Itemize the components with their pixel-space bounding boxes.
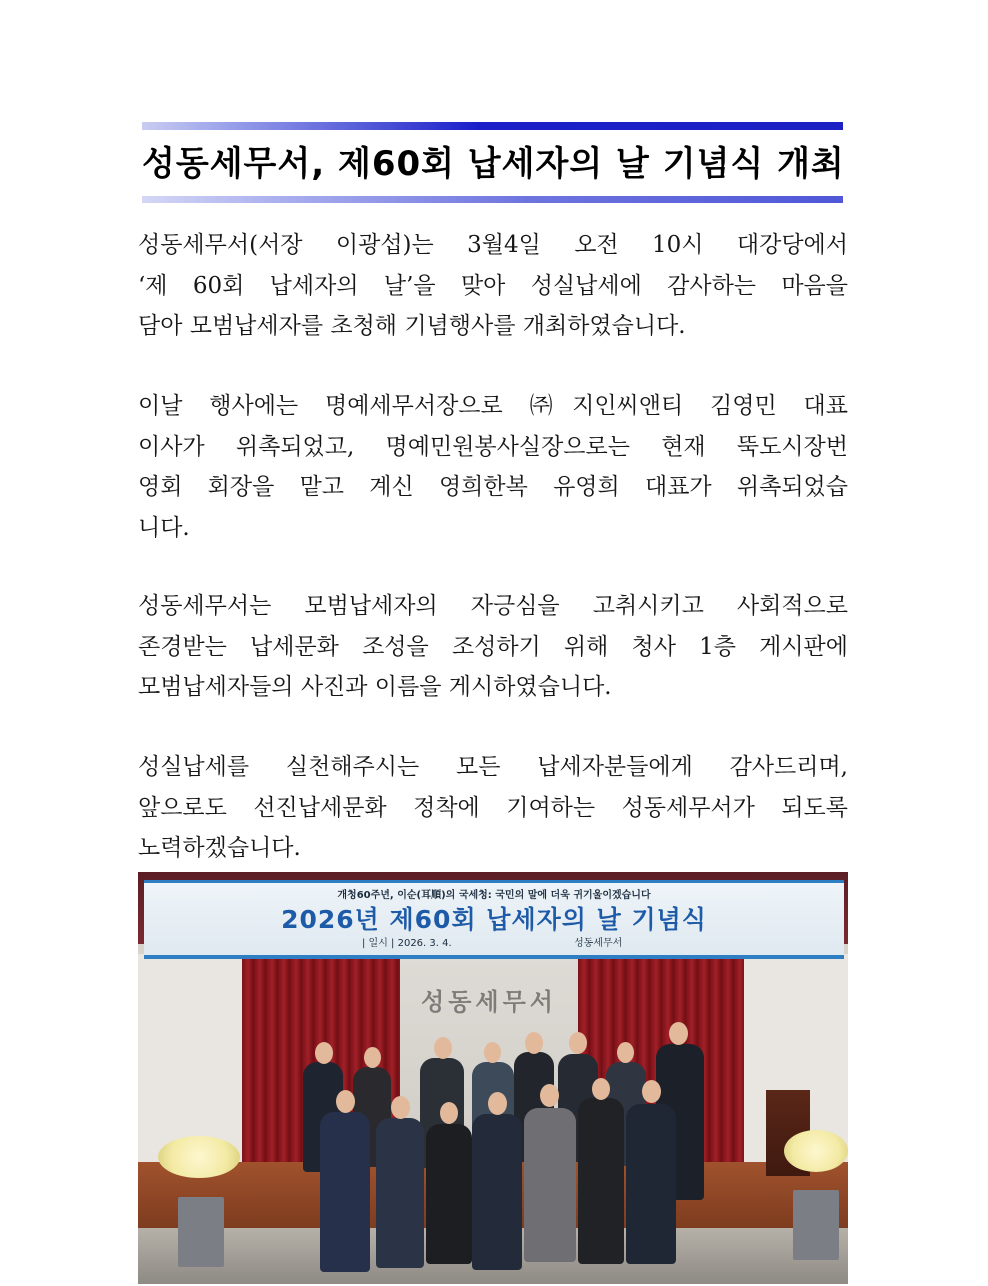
paragraph-line: 성실납세를 실천해주시는 모든 납세자분들에게 감사드리며, [138, 754, 848, 780]
paragraph-line: 이날 행사에는 명예세무서장으로 ㈜지인씨앤티 김영민 대표 [138, 393, 848, 419]
person-head [617, 1042, 634, 1063]
person-head [525, 1032, 543, 1054]
wall-sign: 성동세무서 [421, 988, 557, 1016]
title-bottom-rule [142, 196, 843, 203]
paragraph-line: 성동세무서는 모범납세자의 자긍심을 고취시키고 사회적으로 [138, 593, 848, 619]
paragraph-line: 니다. [138, 514, 190, 541]
paragraph-line: 담아 모범납세자를 초청해 기념행사를 개최하였습니다. [138, 313, 686, 339]
person-head [315, 1042, 333, 1064]
paragraph-line: 노력하겠습니다. [138, 835, 301, 861]
banner-title: 2026년 제60회 납세자의 날 기념식 [281, 905, 707, 934]
banner-subtitle: 개청60주년, 이순(耳順)의 국세청: 국민의 말에 더욱 귀기울이겠습니다 [337, 890, 651, 901]
paragraph-line: 모범납세자들의 사진과 이름을 게시하였습니다. [138, 674, 612, 700]
person [472, 1114, 522, 1270]
person-head [669, 1022, 688, 1045]
paragraph-line: 성동세무서(서장 이광섭)는 3월4일 오전 10시 대강당에서 [138, 232, 848, 258]
person [578, 1098, 624, 1264]
person [376, 1118, 424, 1268]
paragraph-line: ‘제 60회 납세자의 날’을 맞아 성실납세에 감사하는 마음을 [138, 272, 848, 299]
flower-pot-left [178, 1197, 224, 1267]
paragraph-2 [138, 386, 848, 548]
flower-arrangement-left [158, 1136, 240, 1178]
person-head [364, 1047, 381, 1068]
person [626, 1104, 676, 1264]
person [524, 1108, 576, 1262]
banner-org: 성동세무서 [574, 938, 623, 949]
person-head [569, 1032, 587, 1054]
person [320, 1112, 370, 1272]
paragraph-line: 영회 회장을 맡고 계신 영희한복 유영희 대표가 위촉되었습 [138, 474, 848, 500]
person-head [440, 1102, 458, 1124]
event-banner [144, 880, 844, 959]
paragraph-3 [138, 586, 848, 708]
person-head [484, 1042, 501, 1063]
person-head [336, 1090, 355, 1113]
paragraph-1 [138, 225, 848, 347]
paragraph-line: 이사가 위촉되었고, 명예민원봉사실장으로는 현재 뚝도시장번 [138, 433, 848, 460]
banner-date: | 일시 | 2026. 3. 4. [362, 938, 452, 949]
paragraph-4 [138, 747, 848, 869]
person-head [434, 1037, 452, 1059]
person-head [642, 1080, 661, 1103]
page-title: 성동세무서, 제60회 납세자의 날 기념식 개최 [142, 144, 845, 184]
ceremony-photo [138, 872, 848, 1284]
paragraph-line: 존경받는 납세문화 조성을 조성하기 위해 청사 1층 게시판에 [138, 633, 848, 660]
person-head [391, 1096, 410, 1119]
flower-pot-right [793, 1190, 839, 1260]
person-head [488, 1092, 507, 1115]
paragraph-line: 앞으로도 선진납세문화 정착에 기여하는 성동세무서가 되도록 [138, 794, 848, 821]
flower-arrangement-right [784, 1130, 848, 1172]
person-head [540, 1084, 559, 1107]
title-top-rule [142, 122, 843, 130]
person [426, 1124, 472, 1264]
person-head [592, 1078, 610, 1100]
